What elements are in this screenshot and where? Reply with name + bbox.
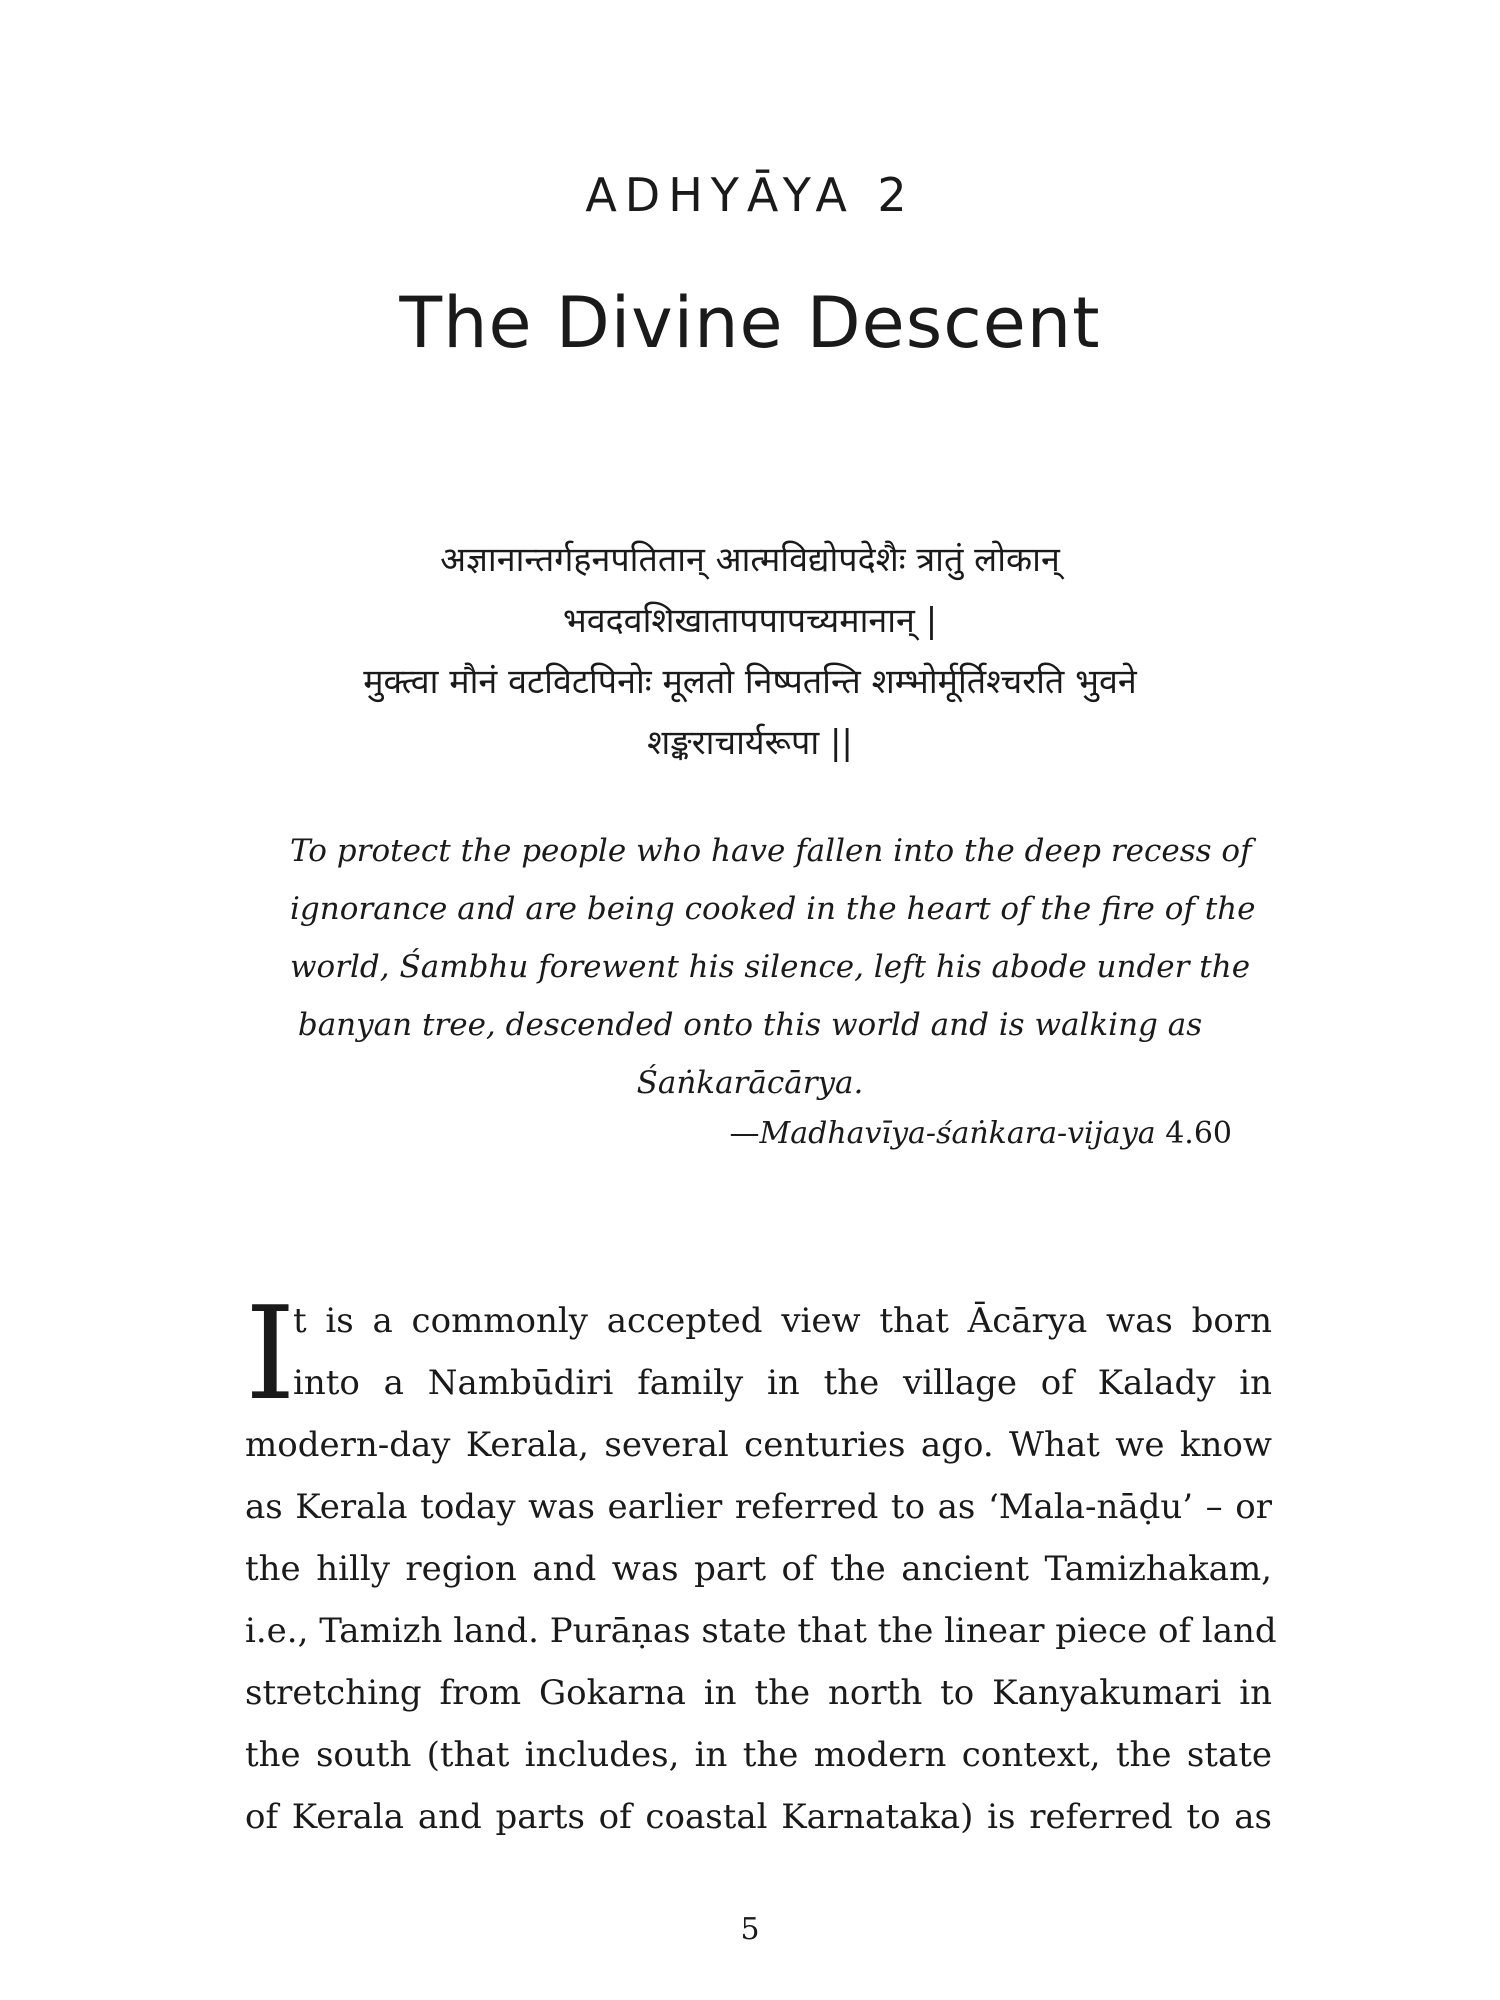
body-line: as Kerala today was earlier referred to as ‘Mala-nāḍu’ – or [245, 1487, 1272, 1527]
body-line: the south (that includes, in the modern context, the state [245, 1735, 1272, 1775]
chapter-label: ADHYĀYA 2 [585, 168, 915, 222]
body-line: into a Nambūdiri family in the village of Kalady in [293, 1363, 1272, 1403]
body-line: the hilly region and was part of the ancient Tamizhakam, [245, 1549, 1272, 1589]
translation-line: Śaṅkarācārya. [636, 1065, 864, 1101]
verse-translation [290, 822, 1256, 1112]
translation-line: world, Śambhu forewent his silence, left his abode under the [290, 949, 1251, 985]
drop-cap: I [245, 1280, 296, 1429]
body-paragraph [245, 1280, 1277, 1848]
body-line: modern-day Kerala, several centuries ago. What we know [245, 1425, 1272, 1465]
sanskrit-line: अज्ञानान्तर्गहनपतितान् आत्मविद्योपदेशैः त्रातुं लोकान् [440, 540, 1060, 580]
sanskrit-line: शङ्कराचार्यरूपा || [647, 723, 853, 763]
body-line: i.e., Tamizh land. Purāṇas state that the linear piece of land [245, 1611, 1277, 1651]
attribution-reference: 4.60 [1155, 1116, 1232, 1151]
translation-line: To protect the people who have fallen into the deep recess of [290, 833, 1252, 869]
chapter-title: The Divine Descent [399, 282, 1101, 364]
body-line: stretching from Gokarna in the north to Kanyakumari in [245, 1673, 1272, 1713]
body-line: t is a commonly accepted view that Ācārya was born [293, 1301, 1272, 1341]
page-number: 5 [740, 1912, 760, 1947]
translation-line: ignorance and are being cooked in the heart of the fire of the [290, 891, 1256, 927]
body-line: of Kerala and parts of coastal Karnataka) is referred to as [245, 1797, 1272, 1837]
translation-line: banyan tree, descended onto this world and is walking as [297, 1007, 1203, 1043]
sanskrit-line: भवदवशिखातापपापच्यमानान् | [562, 601, 938, 641]
attribution-work: Madhavīya-śaṅkara-vijaya [759, 1116, 1156, 1151]
verse-attribution [600, 1112, 1232, 1156]
sanskrit-verse [250, 530, 1250, 774]
sanskrit-line: मुक्त्वा मौनं वटविटपिनोः मूलतो निष्पतन्ति शम्भोर्मूर्तिश्चरति भुवने [363, 662, 1137, 702]
attribution-dash: — [729, 1116, 760, 1151]
